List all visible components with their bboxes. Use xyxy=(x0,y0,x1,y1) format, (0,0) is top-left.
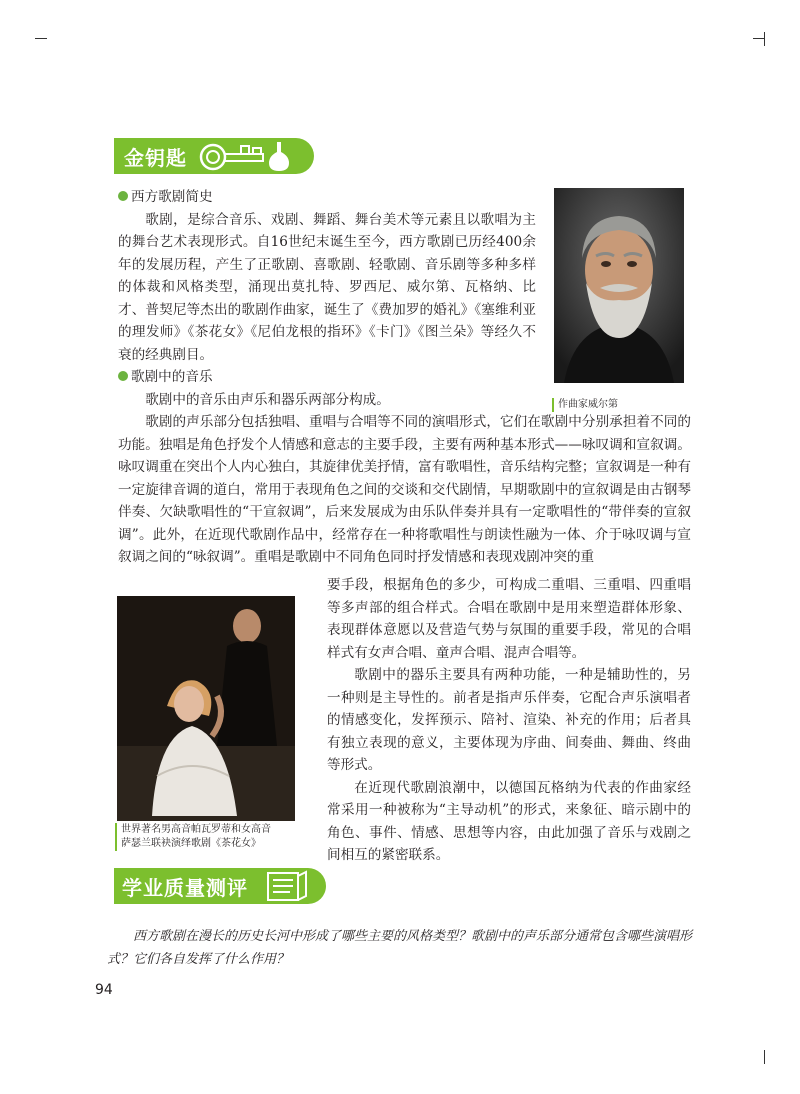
heading-opera-music: 歌剧中的音乐 xyxy=(118,366,536,389)
crop-mark-top-left xyxy=(35,38,47,39)
document-list-icon xyxy=(262,868,312,904)
paragraph-vocal-a: 歌剧的声乐部分包括独唱、重唱与合唱等不同的演唱形式，它们在歌剧中分别承担着不同的功能。独唱是角色抒发个人情感和意志的主要手段，主要有两种基本形式——咏叹调和宣叙调。咏叹调重在突出个人内心独白，其旋律优美抒情，富有歌唱性，音乐结构完整；宣叙调是一种有一定旋律音调的道白，常用于表现角色之间的交谈和交代剧情，早期歌剧中的宣叙调是由古钢琴伴奏、欠缺歌唱性的“干宣叙调”，后来发展成为由乐队伴奏并具有一定歌唱性的“带伴奏的宣叙调”。此外，在近现代歌剧作品中，经常存在一种将歌唱性与朗读性融为一体、介于咏叹调与宣叙调之间的“咏叙调”。重唱是歌剧中不同角色同时抒发情感和表现戏剧冲突的重 xyxy=(118,414,691,565)
caption-verdi: 作曲家威尔第 xyxy=(552,398,618,412)
paragraph-music-intro: 歌剧中的音乐由声乐和器乐两部分构成。 xyxy=(145,391,390,408)
assessment-question xyxy=(107,925,693,971)
page-number: 94 xyxy=(95,982,113,998)
paragraph-vocal-b: 要手段，根据角色的多少，可构成二重唱、三重唱、四重唱等多声部的组合样式。合唱在歌剧中是用来塑造群体形象、表现群体意愿以及营造气势与氛围的重要手段，常见的合唱样式有女声合唱、童声合唱、混声合唱等。 xyxy=(327,577,691,661)
section-right-column xyxy=(327,574,691,867)
caption-traviata-line1: 世界著名男高音帕瓦罗蒂和女高音 xyxy=(121,824,271,835)
paragraph-opera-history: 歌剧，是综合音乐、戏剧、舞蹈、舞台美术等元素且以歌唱为主的舞台艺术表现形式。自16世纪末诞生至今，西方歌剧已历经400余年的发展历程，产生了正歌剧、喜歌剧、轻歌剧、音乐剧等多种多样的体裁和风格类型，涌现出莫扎特、罗西尼、威尔第、瓦格纳、比才、普契尼等杰出的歌剧作曲家，诞生了《费加罗的婚礼》《塞维利亚的理发师》《茶花女》《尼伯龙根的指环》《卡门》《图兰朵》等经久不衰的经典剧目。 xyxy=(118,211,536,363)
question-text: 西方歌剧在漫长的历史长河中形成了哪些主要的风格类型？歌剧中的声乐部分通常包含哪些演唱形式？它们各自发挥了什么作用？ xyxy=(107,929,693,967)
heading-opera-history: 西方歌剧简史 xyxy=(118,186,536,209)
paragraph-leitmotif: 在近现代歌剧浪潮中，以德国瓦格纳为代表的作曲家经常采用一种被称为“主导动机”的形式，来象征、暗示剧中的角色、事件、情感、思想等内容，由此加强了音乐与戏剧之间相互的紧密联系。 xyxy=(327,779,691,863)
key-icon xyxy=(195,138,305,174)
assessment-banner xyxy=(114,868,326,904)
assessment-title: 学业质量测评 xyxy=(122,875,248,900)
caption-traviata-line2: 萨瑟兰联袂演绎歌剧《茶花女》 xyxy=(121,838,261,849)
section-history xyxy=(118,186,536,411)
crop-mark-top-right-v xyxy=(764,32,765,46)
crop-mark-bottom-right xyxy=(764,1050,765,1064)
traviata-photo xyxy=(117,596,295,821)
paragraph-instrumental: 歌剧中的器乐主要具有两种功能，一种是辅助性的，另一种则是主导性的。前者是指声乐伴奏，它配合声乐演唱者的情感变化，发挥预示、陪衬、渲染、补充的作用；后者具有独立表现的意义，主要体现为序曲、间奏曲、舞曲、终曲等形式。 xyxy=(327,667,691,773)
caption-traviata xyxy=(115,823,271,851)
verdi-portrait xyxy=(554,188,684,383)
golden-key-title: 金钥匙 xyxy=(124,145,187,170)
golden-key-banner xyxy=(114,138,314,174)
